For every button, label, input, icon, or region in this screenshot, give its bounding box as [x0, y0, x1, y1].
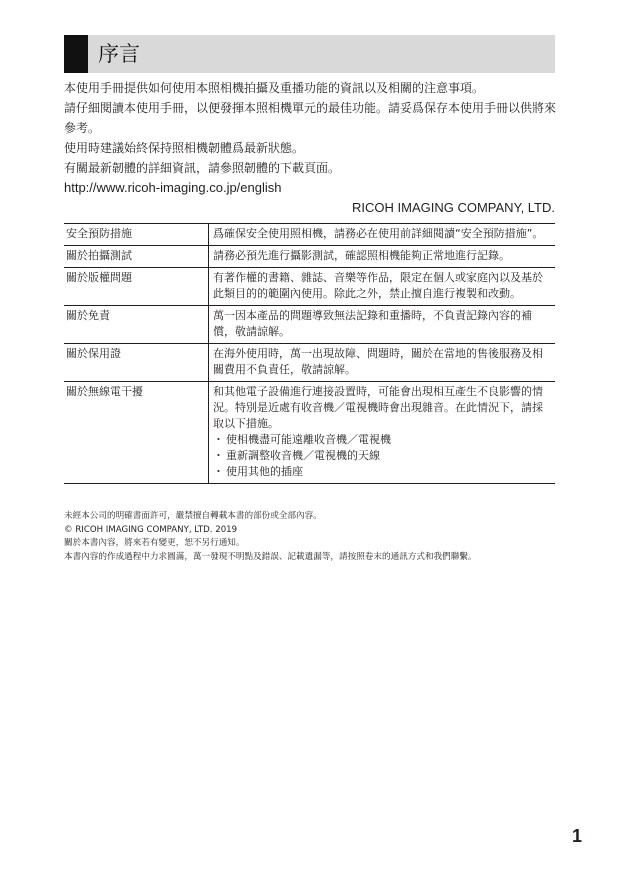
note-text: 和其他電子設備進行連接設置時，可能會出現相互產生不良影響的情況。特別是近處有收音機／電視機時會出現雜音。在此情況下，請採取以下措施。 [213, 385, 543, 430]
table-row [64, 382, 555, 484]
measures-list [213, 432, 553, 480]
table-row [64, 344, 555, 382]
company-name: RICOH IMAGING COMPANY, LTD. [352, 200, 555, 215]
list-item: ・ 重新調整收音機／電視機的天線 [213, 448, 553, 464]
header-marker-block [64, 35, 88, 73]
table-row [64, 224, 555, 246]
table-row [64, 246, 555, 268]
note-text: 爲確保安全使用照相機，請務必在使用前詳細閱讀“安全預防措施”。 [209, 224, 556, 246]
note-text: 請務必預先進行攝影測試，確認照相機能夠正常地進行記錄。 [209, 246, 556, 268]
list-item: ・ 使相機盡可能遠離收音機／電視機 [213, 432, 553, 448]
intro-paragraph: 有關最新韌體的詳細資訊，請參照韌體的下載頁面。 [64, 161, 341, 175]
note-text: 萬一因本產品的問題導致無法記錄和重播時，不負責記錄內容的補償，敬請諒解。 [209, 306, 556, 344]
section-header [64, 35, 555, 73]
note-label: 關於版權問題 [64, 268, 209, 306]
note-label: 關於無線電干擾 [64, 382, 209, 484]
footer-line: 本書內容的作成過程中力求圓滿，萬一發現不明點及錯誤、記載遺漏等，請按照卷末的通訊方式和我們聯繫。 [64, 551, 477, 562]
note-cell [209, 382, 556, 484]
note-label: 關於拍攝測試 [64, 246, 209, 268]
footer-line: © RICOH IMAGING COMPANY, LTD. 2019 [64, 524, 238, 535]
footer-line: 關於本書內容，將來若有變更，恕不另行通知。 [64, 538, 245, 548]
intro-paragraph: 本使用手冊提供如何使用本照相機拍攝及重播功能的資訊以及相關的注意事項。 [64, 81, 485, 95]
intro-section [64, 78, 556, 198]
note-text: 有著作權的書籍、雜誌、音樂等作品，限定在個人或家庭內以及基於此類目的的範圍內使用。除此之外，禁止擅自進行複製和改動。 [209, 268, 556, 306]
notes-table [64, 223, 555, 484]
page-title: 序言 [98, 42, 140, 66]
note-text: 在海外使用時，萬一出現故障、問題時，關於在當地的售後服務及相關費用不負責任，敬請諒解。 [209, 344, 556, 382]
note-label: 安全預防措施 [64, 224, 209, 246]
intro-paragraph: 請仔細閱讀本使用手冊，以便發揮本照相機單元的最佳功能。請妥爲保存本使用手冊以供將來參考。 [64, 101, 557, 135]
list-item: ・ 使用其他的插座 [213, 464, 553, 480]
table-row [64, 306, 555, 344]
footer-notes [64, 510, 556, 564]
download-url-link[interactable]: http://www.ricoh-imaging.co.jp/english [64, 180, 282, 195]
note-label: 關於保用證 [64, 344, 209, 382]
page-number: 1 [572, 826, 583, 846]
table-row [64, 268, 555, 306]
note-label: 關於免責 [64, 306, 209, 344]
footer-line: 未經本公司的明確書面許可，嚴禁擅自轉載本書的部份或全部內容。 [64, 511, 322, 521]
intro-paragraph: 使用時建議始終保持照相機韌體爲最新狀態。 [64, 141, 305, 155]
